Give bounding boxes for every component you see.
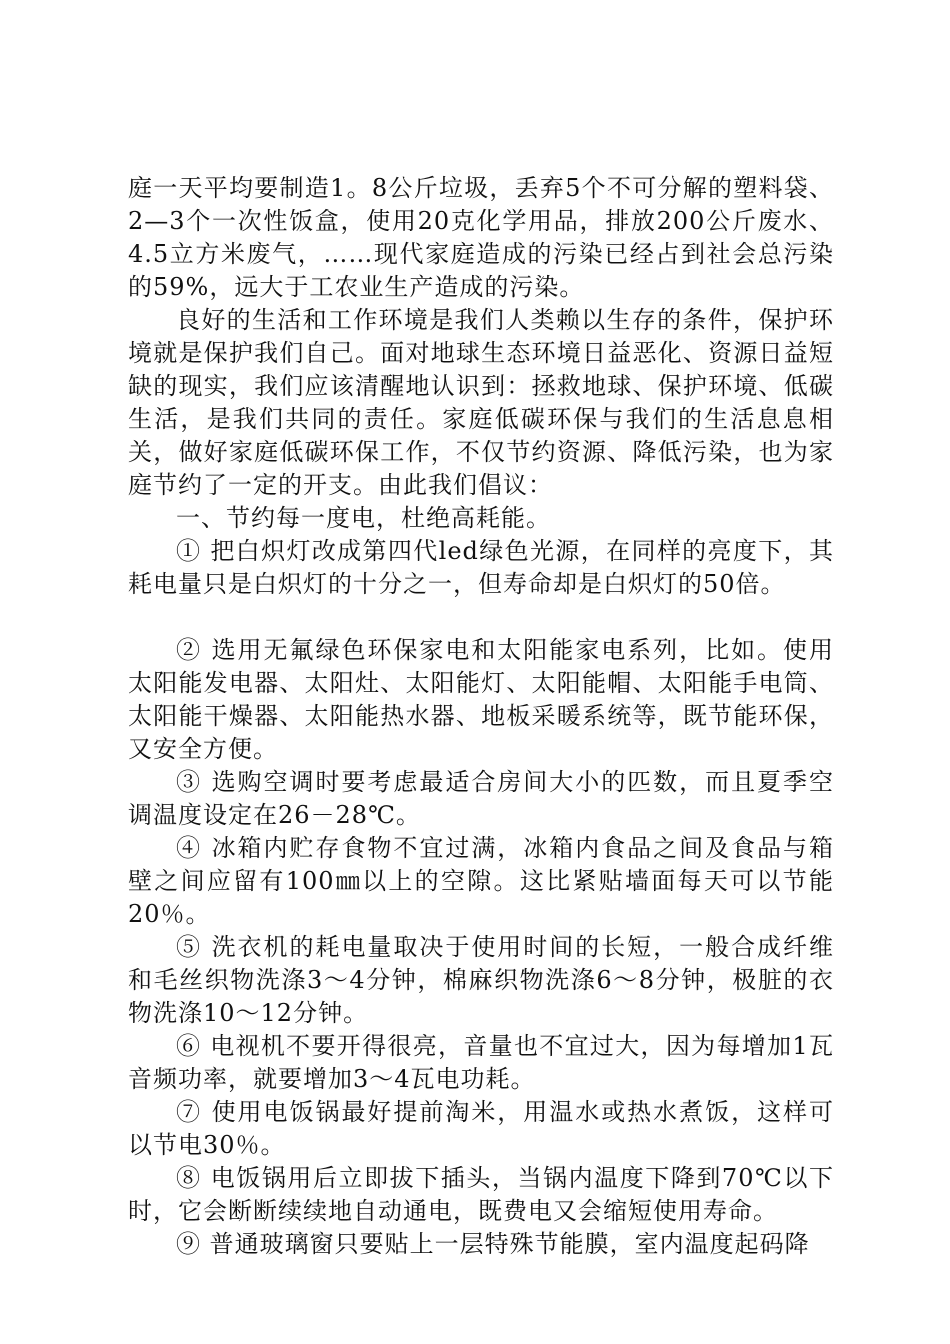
list-item-air-conditioner: ③ 选购空调时要考虑最适合房间大小的匹数，而且夏季空调温度设定在26－28℃。 <box>128 768 834 829</box>
document-page <box>128 172 834 1261</box>
list-item-led-lighting: ① 把白炽灯改成第四代led绿色光源，在同样的亮度下，其耗电量只是白炽灯的十分之一，但寿命却是白炽灯的50倍。 <box>128 537 834 598</box>
list-item-refrigerator: ④ 冰箱内贮存食物不宜过满，冰箱内食品之间及食品与箱壁之间应留有100㎜以上的空隙。这比紧贴墙面每天可以节能20％。 <box>128 834 834 928</box>
paragraph-household-pollution: 庭一天平均要制造1。8公斤垃圾，丢弃5个不可分解的塑料袋、2—3个一次性饭盒，使用20克化学用品，排放200公斤废水、4.5立方米废气，……现代家庭造成的污染已经占到社会总污染的59%，远大于工农业生产造成的污染。 <box>128 174 834 301</box>
blank-line <box>128 601 834 634</box>
section-heading-save-electricity: 一、节约每一度电，杜绝高耗能。 <box>176 504 551 532</box>
list-item-washing-machine: ⑤ 洗衣机的耗电量取决于使用时间的长短，一般合成纤维和毛丝织物洗涤3～4分钟，棉麻织物洗涤6～8分钟，极脏的衣物洗涤10～12分钟。 <box>128 933 834 1027</box>
list-item-television: ⑥ 电视机不要开得很亮，音量也不宜过大，因为每增加1瓦音频功率，就要增加3～4瓦电功耗。 <box>128 1032 834 1093</box>
list-item-solar-appliances: ② 选用无氟绿色环保家电和太阳能家电系列，比如。使用太阳能发电器、太阳灶、太阳能灯、太阳能帽、太阳能手电筒、太阳能干燥器、太阳能热水器、地板采暖系统等，既节能环保，又安全方便。 <box>128 636 834 763</box>
list-item-rice-cooker-soak: ⑦ 使用电饭锅最好提前淘米，用温水或热水煮饭，这样可以节电30％。 <box>128 1098 834 1159</box>
list-item-rice-cooker-unplug: ⑧ 电饭锅用后立即拔下插头，当锅内温度下降到70℃以下时，它会断断续续地自动通电，既费电又会缩短使用寿命。 <box>128 1164 834 1225</box>
list-item-window-film: ⑨ 普通玻璃窗只要贴上一层特殊节能膜，室内温度起码降 <box>176 1230 810 1258</box>
paragraph-environment-initiative: 良好的生活和工作环境是我们人类赖以生存的条件，保护环境就是保护我们自己。面对地球生态环境日益恶化、资源日益短缺的现实，我们应该清醒地认识到：拯救地球、保护环境、低碳生活，是我们共同的责任。家庭低碳环保与我们的生活息息相关，做好家庭低碳环保工作，不仅节约资源、降低污染，也为家庭节约了一定的开支。由此我们倡议： <box>128 306 834 499</box>
